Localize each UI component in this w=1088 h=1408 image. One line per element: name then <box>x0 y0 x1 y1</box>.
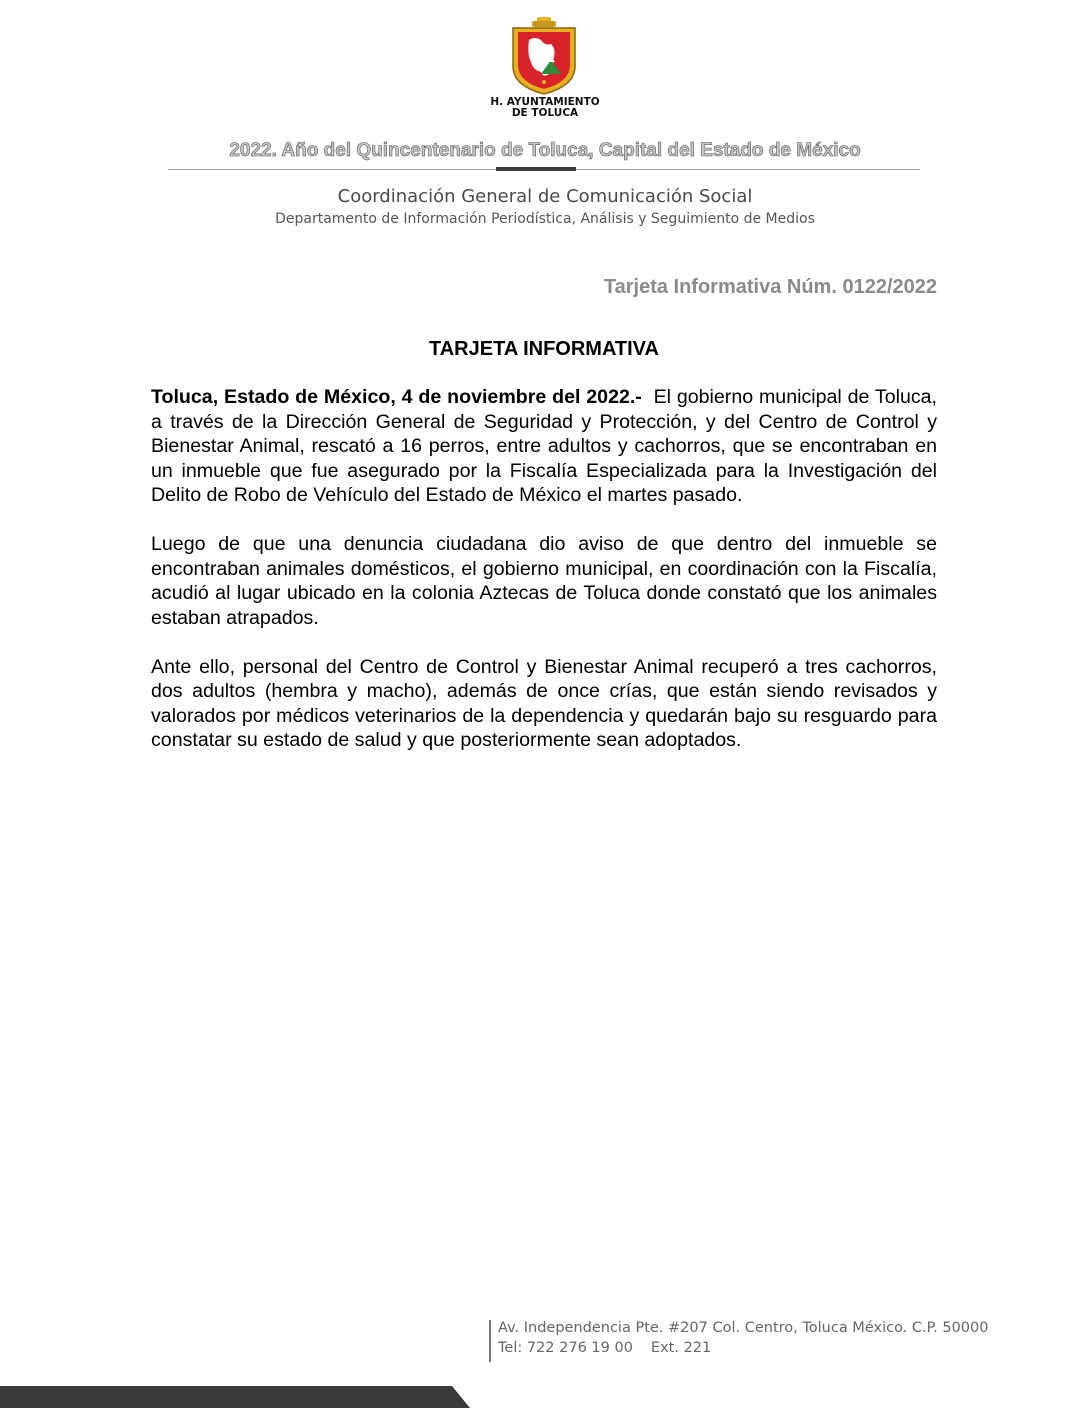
paragraph-1-text: El gobierno municipal de Toluca, a través de la Dirección General de Seguridad y Protección, y del Centro de Control y Bienestar Animal, rescató a 16 perros, entre adultos y cachorros, que se encontraban en un inmueble que fue asegurado por la Fiscalía Especializada para la Investigación del Delito de Robo de Vehículo del Estado de México el martes pasado. <box>151 386 937 506</box>
toluca-coat-of-arms-logo <box>507 16 581 98</box>
logo-caption <box>470 97 620 119</box>
footer-divider <box>489 1320 491 1362</box>
logo-caption-line1: H. AYUNTAMIENTO <box>490 96 600 108</box>
department-title: Departamento de Información Periodística, Análisis y Seguimiento de Medios <box>275 211 815 227</box>
footer-phone: Tel: 722 276 19 00 <box>498 1340 633 1356</box>
footer-address: Av. Independencia Pte. #207 Col. Centro, Toluca México. C.P. 50000 <box>498 1320 989 1336</box>
card-number: Tarjeta Informativa Núm. 0122/2022 <box>603 276 937 298</box>
dateline: Toluca, Estado de México, 4 de noviembre del 2022.- <box>151 386 642 408</box>
year-banner: 2022. Año del Quincentenario de Toluca, Capital del Estado de México <box>229 140 861 161</box>
footer-extension: Ext. 221 <box>650 1340 712 1356</box>
footer-band <box>0 1386 470 1408</box>
document-body <box>151 385 937 777</box>
paragraph-1 <box>151 385 937 508</box>
document-heading: TARJETA INFORMATIVA <box>429 338 659 360</box>
footer-contact <box>498 1340 711 1356</box>
paragraph-2: Luego de que una denuncia ciudadana dio aviso de que dentro del inmueble se encontraban animales domésticos, el gobierno municipal, en coordinación con la Fiscalía, acudió al lugar ubicado en la colonia Aztecas de Toluca donde constató que los animales estaban atrapados. <box>151 533 937 629</box>
coordination-title: Coordinación General de Comunicación Social <box>337 186 753 207</box>
paragraph-3: Ante ello, personal del Centro de Control y Bienestar Animal recuperó a tres cachorros, dos adultos (hembra y macho), además de once crías, que están siendo revisados y valorados por médicos veterinarios de la dependencia y quedarán bajo su resguardo para constatar su estado de salud y que posteriormente sean adoptados. <box>151 655 937 751</box>
header-divider-accent <box>496 167 576 171</box>
logo-caption-line2: DE TOLUCA <box>511 107 579 119</box>
